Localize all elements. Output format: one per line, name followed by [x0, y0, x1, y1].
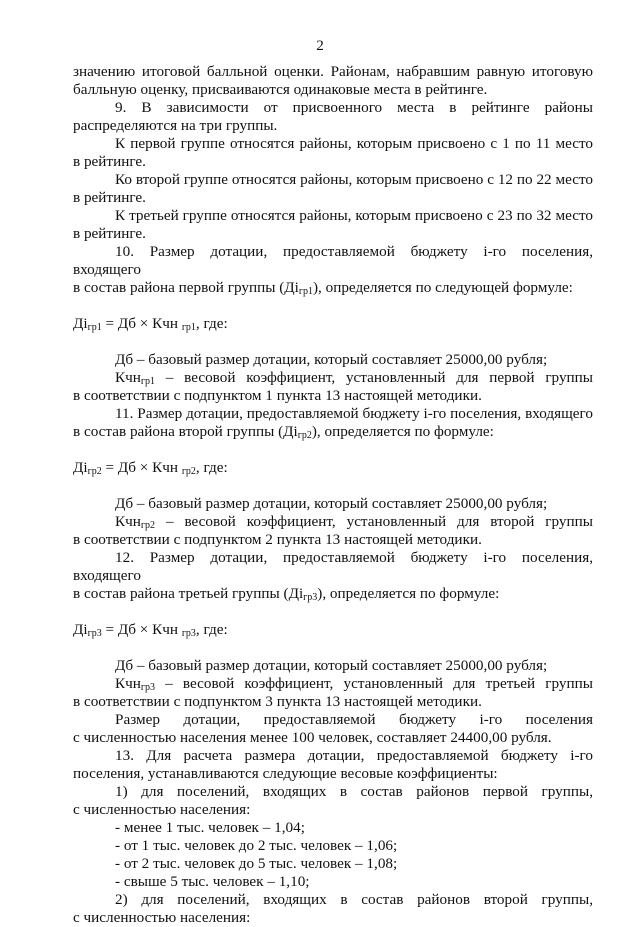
- text-run: , где:: [195, 459, 228, 476]
- text-run: в состав района первой группы (Дi: [73, 279, 299, 296]
- text-run: Дi: [73, 459, 88, 476]
- text-line: с численностью населения менее 100 человек, составляет 24400,00 рубля.: [73, 729, 552, 746]
- text-line: с численностью населения:: [73, 801, 251, 818]
- formula-3: [73, 621, 593, 639]
- text-line: [73, 279, 593, 297]
- subscript: гр3: [140, 682, 156, 693]
- subscript: гр3: [303, 592, 318, 603]
- subscript: гр1: [298, 286, 313, 297]
- subscript: гр1: [181, 322, 196, 333]
- list-item: - менее 1 тыс. человек – 1,04;: [115, 819, 305, 836]
- text-run: Дi: [73, 621, 88, 638]
- text-run: Кчн: [115, 513, 141, 530]
- text-run: – весовой коэффициент, установленный для третьей группы: [155, 675, 593, 692]
- text-run: Кчн: [115, 675, 141, 692]
- text-line: 12. Размер дотации, предоставляемой бюджету i-го поселения, входящего: [73, 549, 593, 584]
- text-run: ), определяется по формуле:: [311, 423, 494, 440]
- text-line: 2) для поселений, входящих в состав районов второй группы,: [115, 891, 593, 908]
- text-line: балльную оценку, присваиваются одинаковые места в рейтинге.: [73, 81, 488, 98]
- text-line: [73, 585, 593, 603]
- text-line: в рейтинге.: [73, 225, 146, 242]
- text-line: [73, 369, 593, 387]
- formula-2: [73, 459, 593, 477]
- text-line: значению итоговой балльной оценки. Районам, набравшим равную итоговую: [73, 63, 593, 80]
- text-run: = Дб × Кчн: [101, 459, 182, 476]
- text-line: [73, 675, 593, 693]
- list-item: - свыше 5 тыс. человек – 1,10;: [115, 873, 310, 890]
- page-number: 2: [316, 37, 324, 54]
- text-line: Размер дотации, предоставляемой бюджету i-го поселения: [115, 711, 593, 728]
- subscript: гр1: [87, 322, 102, 333]
- text-line: в соответствии с подпунктом 2 пункта 13 настоящей методики.: [73, 531, 482, 548]
- text-line: в соответствии с подпунктом 3 пункта 13 настоящей методики.: [73, 693, 482, 710]
- text-line: 10. Размер дотации, предоставляемой бюджету i-го поселения, входящего: [73, 243, 593, 278]
- text-line: 1) для поселений, входящих в состав районов первой группы,: [115, 783, 593, 800]
- text-run: = Дб × Кчн: [101, 315, 182, 332]
- text-line: в соответствии с подпунктом 1 пункта 13 настоящей методики.: [73, 387, 482, 404]
- text-line: [73, 513, 593, 531]
- list-item: - от 2 тыс. человек до 5 тыс. человек – 1,08;: [115, 855, 398, 872]
- text-line: в рейтинге.: [73, 189, 146, 206]
- text-line: с численностью населения:: [73, 909, 251, 926]
- text-run: Кчн: [115, 369, 141, 386]
- subscript: гр2: [87, 466, 102, 477]
- text-run: в состав района второй группы (Дi: [73, 423, 298, 440]
- subscript: гр2: [297, 430, 312, 441]
- text-line: Дб – базовый размер дотации, который составляет 25000,00 рубля;: [115, 495, 548, 512]
- subscript: гр1: [140, 376, 156, 387]
- text-line: 13. Для расчета размера дотации, предоставляемой бюджету i-го: [115, 747, 593, 764]
- text-line: Ко второй группе относятся районы, которым присвоено с 12 по 22 место: [115, 171, 593, 188]
- text-run: = Дб × Кчн: [101, 621, 182, 638]
- text-line: 9. В зависимости от присвоенного места в рейтинге районы: [115, 99, 593, 116]
- document-body: [73, 63, 593, 927]
- text-line: в рейтинге.: [73, 153, 146, 170]
- subscript: гр3: [181, 628, 196, 639]
- text-run: – весовой коэффициент, установленный для второй группы: [155, 513, 593, 530]
- text-run: – весовой коэффициент, установленный для первой группы: [155, 369, 593, 386]
- formula-1: [73, 315, 593, 333]
- text-line: [73, 423, 593, 441]
- text-line: поселения, устанавливаются следующие весовые коэффициенты:: [73, 765, 498, 782]
- text-run: ), определяется по формуле:: [317, 585, 500, 602]
- list-item: - от 1 тыс. человек до 2 тыс. человек – 1,06;: [115, 837, 398, 854]
- subscript: гр2: [181, 466, 196, 477]
- subscript: гр3: [87, 628, 102, 639]
- text-run: ), определяется по следующей формуле:: [312, 279, 573, 296]
- text-run: Дi: [73, 315, 88, 332]
- text-line: 11. Размер дотации, предоставляемой бюджету i-го поселения, входящего: [115, 405, 593, 422]
- text-run: в состав района третьей группы (Дi: [73, 585, 304, 602]
- text-run: , где:: [195, 621, 228, 638]
- text-line: К третьей группе относятся районы, которым присвоено с 23 по 32 место: [115, 207, 593, 224]
- text-line: Дб – базовый размер дотации, который составляет 25000,00 рубля;: [115, 351, 548, 368]
- text-run: , где:: [195, 315, 228, 332]
- text-line: К первой группе относятся районы, которым присвоено с 1 по 11 место: [115, 135, 593, 152]
- text-line: Дб – базовый размер дотации, который составляет 25000,00 рубля;: [115, 657, 548, 674]
- text-line: распределяются на три группы.: [73, 117, 278, 134]
- subscript: гр2: [140, 520, 156, 531]
